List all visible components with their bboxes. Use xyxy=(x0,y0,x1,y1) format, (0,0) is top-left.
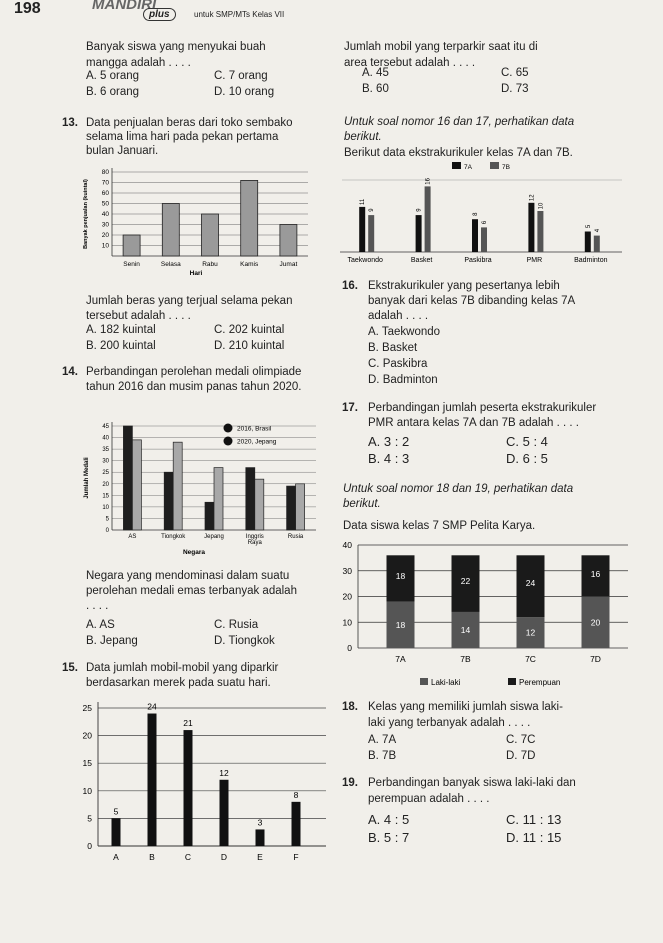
bar-jepang-2020 xyxy=(214,468,223,530)
q19-option-b[interactable]: B. 5 : 7 xyxy=(368,830,410,845)
q12-stem-line2: mangga adalah . . . . xyxy=(86,57,191,69)
x-tick-label: 7C xyxy=(525,654,536,664)
q18-option-a[interactable]: A. 7A xyxy=(368,734,397,746)
q12-option-b[interactable]: B. 6 orang xyxy=(86,86,140,98)
x-tick-label: AS xyxy=(128,534,137,540)
q18-number: 18. xyxy=(342,701,358,713)
x-tick-label: Tiongkok xyxy=(161,534,186,540)
q16-stem-line2: banyak dari kelas 7B dibanding kelas 7A xyxy=(368,295,576,307)
q14-stem-line2: tahun 2016 dan musim panas tahun 2020. xyxy=(86,381,302,393)
legend-label: 2016, Brasil xyxy=(237,425,272,433)
y-tick-label: 10 xyxy=(342,617,352,628)
data-label: 11 xyxy=(360,198,367,206)
y-tick-label: 30 xyxy=(102,458,109,465)
data-label: 3 xyxy=(257,817,263,828)
x-tick-label: Basket xyxy=(410,257,433,264)
x-tick-label: A xyxy=(113,852,119,862)
y-tick-label: 15 xyxy=(82,758,92,769)
data-label: 8 xyxy=(293,789,299,800)
x-tick-label: Taekwondo xyxy=(347,257,383,264)
legend-marker xyxy=(224,437,233,446)
q14-after-line3: . . . . xyxy=(86,600,109,612)
x-tick-label: Badminton xyxy=(574,257,608,264)
x-tick-label: E xyxy=(257,852,263,862)
bar-taekwondo-7a xyxy=(359,207,365,252)
y-tick-label: 20 xyxy=(102,481,109,488)
bar-taekwondo-7b xyxy=(368,215,374,252)
q16-stem-line1: Ekstrakurikuler yang pesertanya lebih xyxy=(368,280,560,292)
y-tick-label: 35 xyxy=(102,447,109,454)
q12-option-d[interactable]: D. 10 orang xyxy=(214,86,275,98)
bar-inggris-raya-2020 xyxy=(255,479,264,530)
y-tick-label: 20 xyxy=(82,730,92,741)
legend-swatch xyxy=(508,678,516,685)
bar-pmr-7a xyxy=(528,203,534,252)
x-tick-label: D xyxy=(220,852,228,862)
x-tick-label: 7D xyxy=(590,654,601,664)
bar-c xyxy=(184,730,193,846)
intro-18-line2: berikut. xyxy=(343,498,381,510)
y-tick-label: 5 xyxy=(87,813,92,824)
students-chart xyxy=(336,535,636,693)
plus-badge: plus xyxy=(143,8,176,21)
legend-label: Perempuan xyxy=(519,678,561,687)
q13-number: 13. xyxy=(62,117,78,129)
q19-option-a[interactable]: A. 4 : 5 xyxy=(368,812,410,827)
q12-option-c[interactable]: C. 7 orang xyxy=(214,70,268,82)
data-label: 9 xyxy=(369,208,376,212)
x-tick-label: 7A xyxy=(395,654,406,664)
data-label: 4 xyxy=(594,228,601,233)
legend-label: 7A xyxy=(464,164,472,171)
data-label: 12 xyxy=(525,627,536,638)
data-label: 24 xyxy=(525,578,536,589)
olympic-medals-chart xyxy=(78,416,328,566)
q16-stem-line3: adalah . . . . xyxy=(368,310,429,322)
x-tick-label: Selasa xyxy=(160,261,181,268)
x-axis-title: Hari xyxy=(189,270,203,277)
q13-after-line2: tersebut adalah . . . . xyxy=(86,310,191,322)
q15-option-d[interactable]: D. 73 xyxy=(501,83,529,95)
bar-badminton-7b xyxy=(594,236,600,252)
x-tick-label: Inggris xyxy=(245,534,264,540)
y-tick-label: 0 xyxy=(347,643,352,653)
q17-option-c[interactable]: C. 5 : 4 xyxy=(506,434,548,449)
x-tick-label: Rusia xyxy=(287,534,304,540)
legend-swatch xyxy=(420,678,428,685)
bar-basket-7a xyxy=(416,215,422,252)
bar-rusia-2020 xyxy=(296,484,305,530)
q18-stem-line1: Kelas yang memiliki jumlah siswa laki- xyxy=(368,701,563,713)
y-tick-label: 40 xyxy=(101,211,109,218)
bar-jumat xyxy=(280,225,297,257)
q12-option-a[interactable]: A. 5 orang xyxy=(86,70,140,82)
y-tick-label: 5 xyxy=(105,516,109,523)
q13-stem-line3: bulan Januari. xyxy=(86,145,159,157)
q19-stem-line1: Perbandingan banyak siswa laki-laki dan xyxy=(368,777,576,789)
q16-number: 16. xyxy=(342,280,358,292)
q17-stem-line1: Perbandingan jumlah peserta ekstrakurikuler xyxy=(368,402,597,414)
x-tick-label: Jumat xyxy=(279,261,298,268)
y-tick-label: 10 xyxy=(82,785,92,796)
q17-option-a[interactable]: A. 3 : 2 xyxy=(368,434,410,449)
data-label: 18 xyxy=(395,619,406,630)
q13-after-line1: Jumlah beras yang terjual selama pekan xyxy=(86,295,293,307)
data-label: 5 xyxy=(113,806,119,817)
bar-basket-7b xyxy=(425,186,431,252)
bar-senin xyxy=(123,235,140,256)
data-label: 22 xyxy=(460,575,471,586)
q16-option-a[interactable]: A. Taekwondo xyxy=(368,326,441,338)
y-tick-label: 30 xyxy=(101,221,109,229)
bar-as-2020 xyxy=(132,440,141,530)
q18-option-c[interactable]: C. 7C xyxy=(506,734,536,746)
q14-stem-line1: Perbandingan perolehan medali olimpiade xyxy=(86,366,302,378)
data-label: 10 xyxy=(538,202,545,210)
data-label: 9 xyxy=(416,208,423,212)
x-tick-label: 7B xyxy=(460,654,471,664)
q15-stem-line1: Data jumlah mobil-mobil yang diparkir xyxy=(86,662,279,674)
q14-number: 14. xyxy=(62,366,78,378)
y-tick-label: 40 xyxy=(342,540,352,550)
students-caption: Data siswa kelas 7 SMP Pelita Karya. xyxy=(343,520,536,532)
q16-option-c[interactable]: C. Paskibra xyxy=(368,358,428,370)
book-subtitle: untuk SMP/MTs Kelas VII xyxy=(194,10,285,19)
q13-option-d[interactable]: D. 210 kuintal xyxy=(214,340,285,352)
intro-16-line2: berikut. xyxy=(344,131,382,143)
y-axis-title: Jumlah Medali xyxy=(84,457,90,499)
bar-badminton-7a xyxy=(585,232,591,253)
bar-pmr-7b xyxy=(537,211,543,252)
x-tick-label: Senin xyxy=(123,261,140,268)
y-tick-label: 25 xyxy=(102,470,109,477)
bar-selasa xyxy=(162,204,179,257)
q18-option-d[interactable]: D. 7D xyxy=(506,750,536,762)
y-tick-label: 60 xyxy=(101,190,109,197)
q13-stem-line1: Data penjualan beras dari toko sembako xyxy=(86,117,293,129)
x-tick-label: C xyxy=(184,852,192,862)
x-tick-label: Jepang xyxy=(204,534,224,540)
y-tick-label: 15 xyxy=(102,493,109,500)
q14-option-b[interactable]: B. Jepang xyxy=(86,635,138,647)
y-tick-label: 0 xyxy=(105,528,109,534)
q17-number: 17. xyxy=(342,402,358,414)
page-number: 198 xyxy=(14,0,41,17)
q15-stem-line2: berdasarkan merek pada suatu hari. xyxy=(86,677,271,689)
q13-option-a[interactable]: A. 182 kuintal xyxy=(86,324,156,336)
data-label: 16 xyxy=(590,568,601,579)
bar-f xyxy=(292,802,301,846)
bar-tiongkok-2016 xyxy=(164,472,173,530)
bar-paskibra-7b xyxy=(481,227,487,252)
legend-swatch xyxy=(490,162,499,169)
x-tick-label: B xyxy=(149,852,155,862)
y-tick-label: 50 xyxy=(101,200,109,208)
y-tick-label: 20 xyxy=(342,591,352,602)
q12-stem-line1: Banyak siswa yang menyukai buah xyxy=(86,41,266,53)
bar-kamis xyxy=(241,180,258,256)
q16-option-b[interactable]: B. Basket xyxy=(368,342,418,354)
legend-label: 7B xyxy=(502,164,510,171)
data-label: 6 xyxy=(482,220,488,225)
data-label: 21 xyxy=(183,718,193,729)
ekskul-caption: Berikut data ekstrakurikuler kelas 7A dan 7B. xyxy=(344,147,573,159)
q15-number: 15. xyxy=(62,662,78,674)
q19-option-d[interactable]: D. 11 : 15 xyxy=(506,830,562,845)
x-tick-label: PMR xyxy=(526,257,543,264)
q19-stem-line2: perempuan adalah . . . . xyxy=(368,793,490,805)
bar-paskibra-7a xyxy=(472,219,478,252)
x-tick-label: Kamis xyxy=(240,261,259,268)
q14-option-d[interactable]: D. Tiongkok xyxy=(214,635,275,647)
ekskul-chart xyxy=(340,160,630,268)
y-tick-label: 10 xyxy=(102,504,109,511)
data-label: 12 xyxy=(219,767,229,778)
q19-number: 19. xyxy=(342,777,358,789)
q13-option-b[interactable]: B. 200 kuintal xyxy=(86,340,156,352)
q15-cont-line2: area tersebut adalah . . . . xyxy=(344,57,476,69)
x-tick-label: Raya xyxy=(247,540,262,546)
q13-option-c[interactable]: C. 202 kuintal xyxy=(214,324,285,336)
y-axis-title: Banyak penjualan (kuintal) xyxy=(83,179,89,249)
q17-option-b[interactable]: B. 4 : 3 xyxy=(368,451,410,466)
legend-label: 2020, Jepang xyxy=(237,438,277,446)
data-label: 14 xyxy=(460,624,471,635)
x-tick-label: Rabu xyxy=(202,261,218,268)
data-label: 18 xyxy=(395,571,406,582)
q15-cont-line1: Jumlah mobil yang terparkir saat itu di xyxy=(344,41,538,53)
y-tick-label: 30 xyxy=(342,565,352,576)
q17-option-d[interactable]: D. 6 : 5 xyxy=(506,451,548,466)
y-tick-label: 25 xyxy=(82,703,92,713)
y-tick-label: 70 xyxy=(101,179,109,187)
q15-option-b[interactable]: B. 60 xyxy=(362,83,389,95)
y-tick-label: 45 xyxy=(102,424,109,430)
q14-option-a[interactable]: A. AS xyxy=(86,619,115,631)
bar-d xyxy=(220,780,229,846)
q15-option-c[interactable]: C. 65 xyxy=(501,67,529,79)
q18-option-b[interactable]: B. 7B xyxy=(368,750,397,762)
intro-18-line1: Untuk soal nomor 18 dan 19, perhatikan data xyxy=(343,483,574,495)
car-brands-chart xyxy=(76,694,332,866)
data-label: 12 xyxy=(529,194,536,202)
rice-sales-chart xyxy=(78,160,318,285)
bar-inggris-raya-2016 xyxy=(246,468,255,530)
y-tick-label: 0 xyxy=(87,841,92,851)
y-tick-label: 10 xyxy=(101,242,109,250)
data-label: 24 xyxy=(147,701,157,712)
bar-as-2016 xyxy=(123,426,132,530)
series-logo: MANDIRI xyxy=(92,0,157,13)
y-tick-label: 20 xyxy=(101,232,109,239)
bar-rabu xyxy=(202,214,219,256)
q14-after-line1: Negara yang mendominasi dalam suatu xyxy=(86,570,290,582)
bar-e xyxy=(256,829,265,846)
q17-stem-line2: PMR antara kelas 7A dan 7B adalah . . . . xyxy=(368,417,579,429)
legend-label: Laki-laki xyxy=(431,678,461,687)
bar-a xyxy=(112,818,121,846)
q16-option-d[interactable]: D. Badminton xyxy=(368,374,438,386)
q15-option-a[interactable]: A. 45 xyxy=(362,67,389,79)
bar-b xyxy=(148,714,157,846)
q13-stem-line2: selama lima hari pada pekan pertama xyxy=(86,131,279,143)
data-label: 20 xyxy=(590,617,601,628)
bar-tiongkok-2020 xyxy=(173,442,182,530)
intro-16-line1: Untuk soal nomor 16 dan 17, perhatikan data xyxy=(344,116,575,128)
x-axis-title: Negara xyxy=(182,549,206,556)
data-label: 8 xyxy=(473,212,479,216)
q18-stem-line2: laki yang terbanyak adalah . . . . xyxy=(368,717,531,729)
x-tick-label: F xyxy=(293,852,299,862)
y-tick-label: 40 xyxy=(102,435,109,442)
bar-jepang-2016 xyxy=(205,502,214,530)
q14-after-line2: perolehan medali emas terbanyak adalah xyxy=(86,585,297,597)
data-label: 5 xyxy=(585,224,592,229)
x-tick-label: Paskibra xyxy=(464,257,492,264)
bar-rusia-2016 xyxy=(287,486,296,530)
data-label: 16 xyxy=(425,178,432,185)
legend-marker xyxy=(224,424,233,433)
q19-option-c[interactable]: C. 11 : 13 xyxy=(506,812,562,827)
legend-swatch xyxy=(452,162,461,169)
y-tick-label: 80 xyxy=(101,169,109,176)
q14-option-c[interactable]: C. Rusia xyxy=(214,619,259,631)
